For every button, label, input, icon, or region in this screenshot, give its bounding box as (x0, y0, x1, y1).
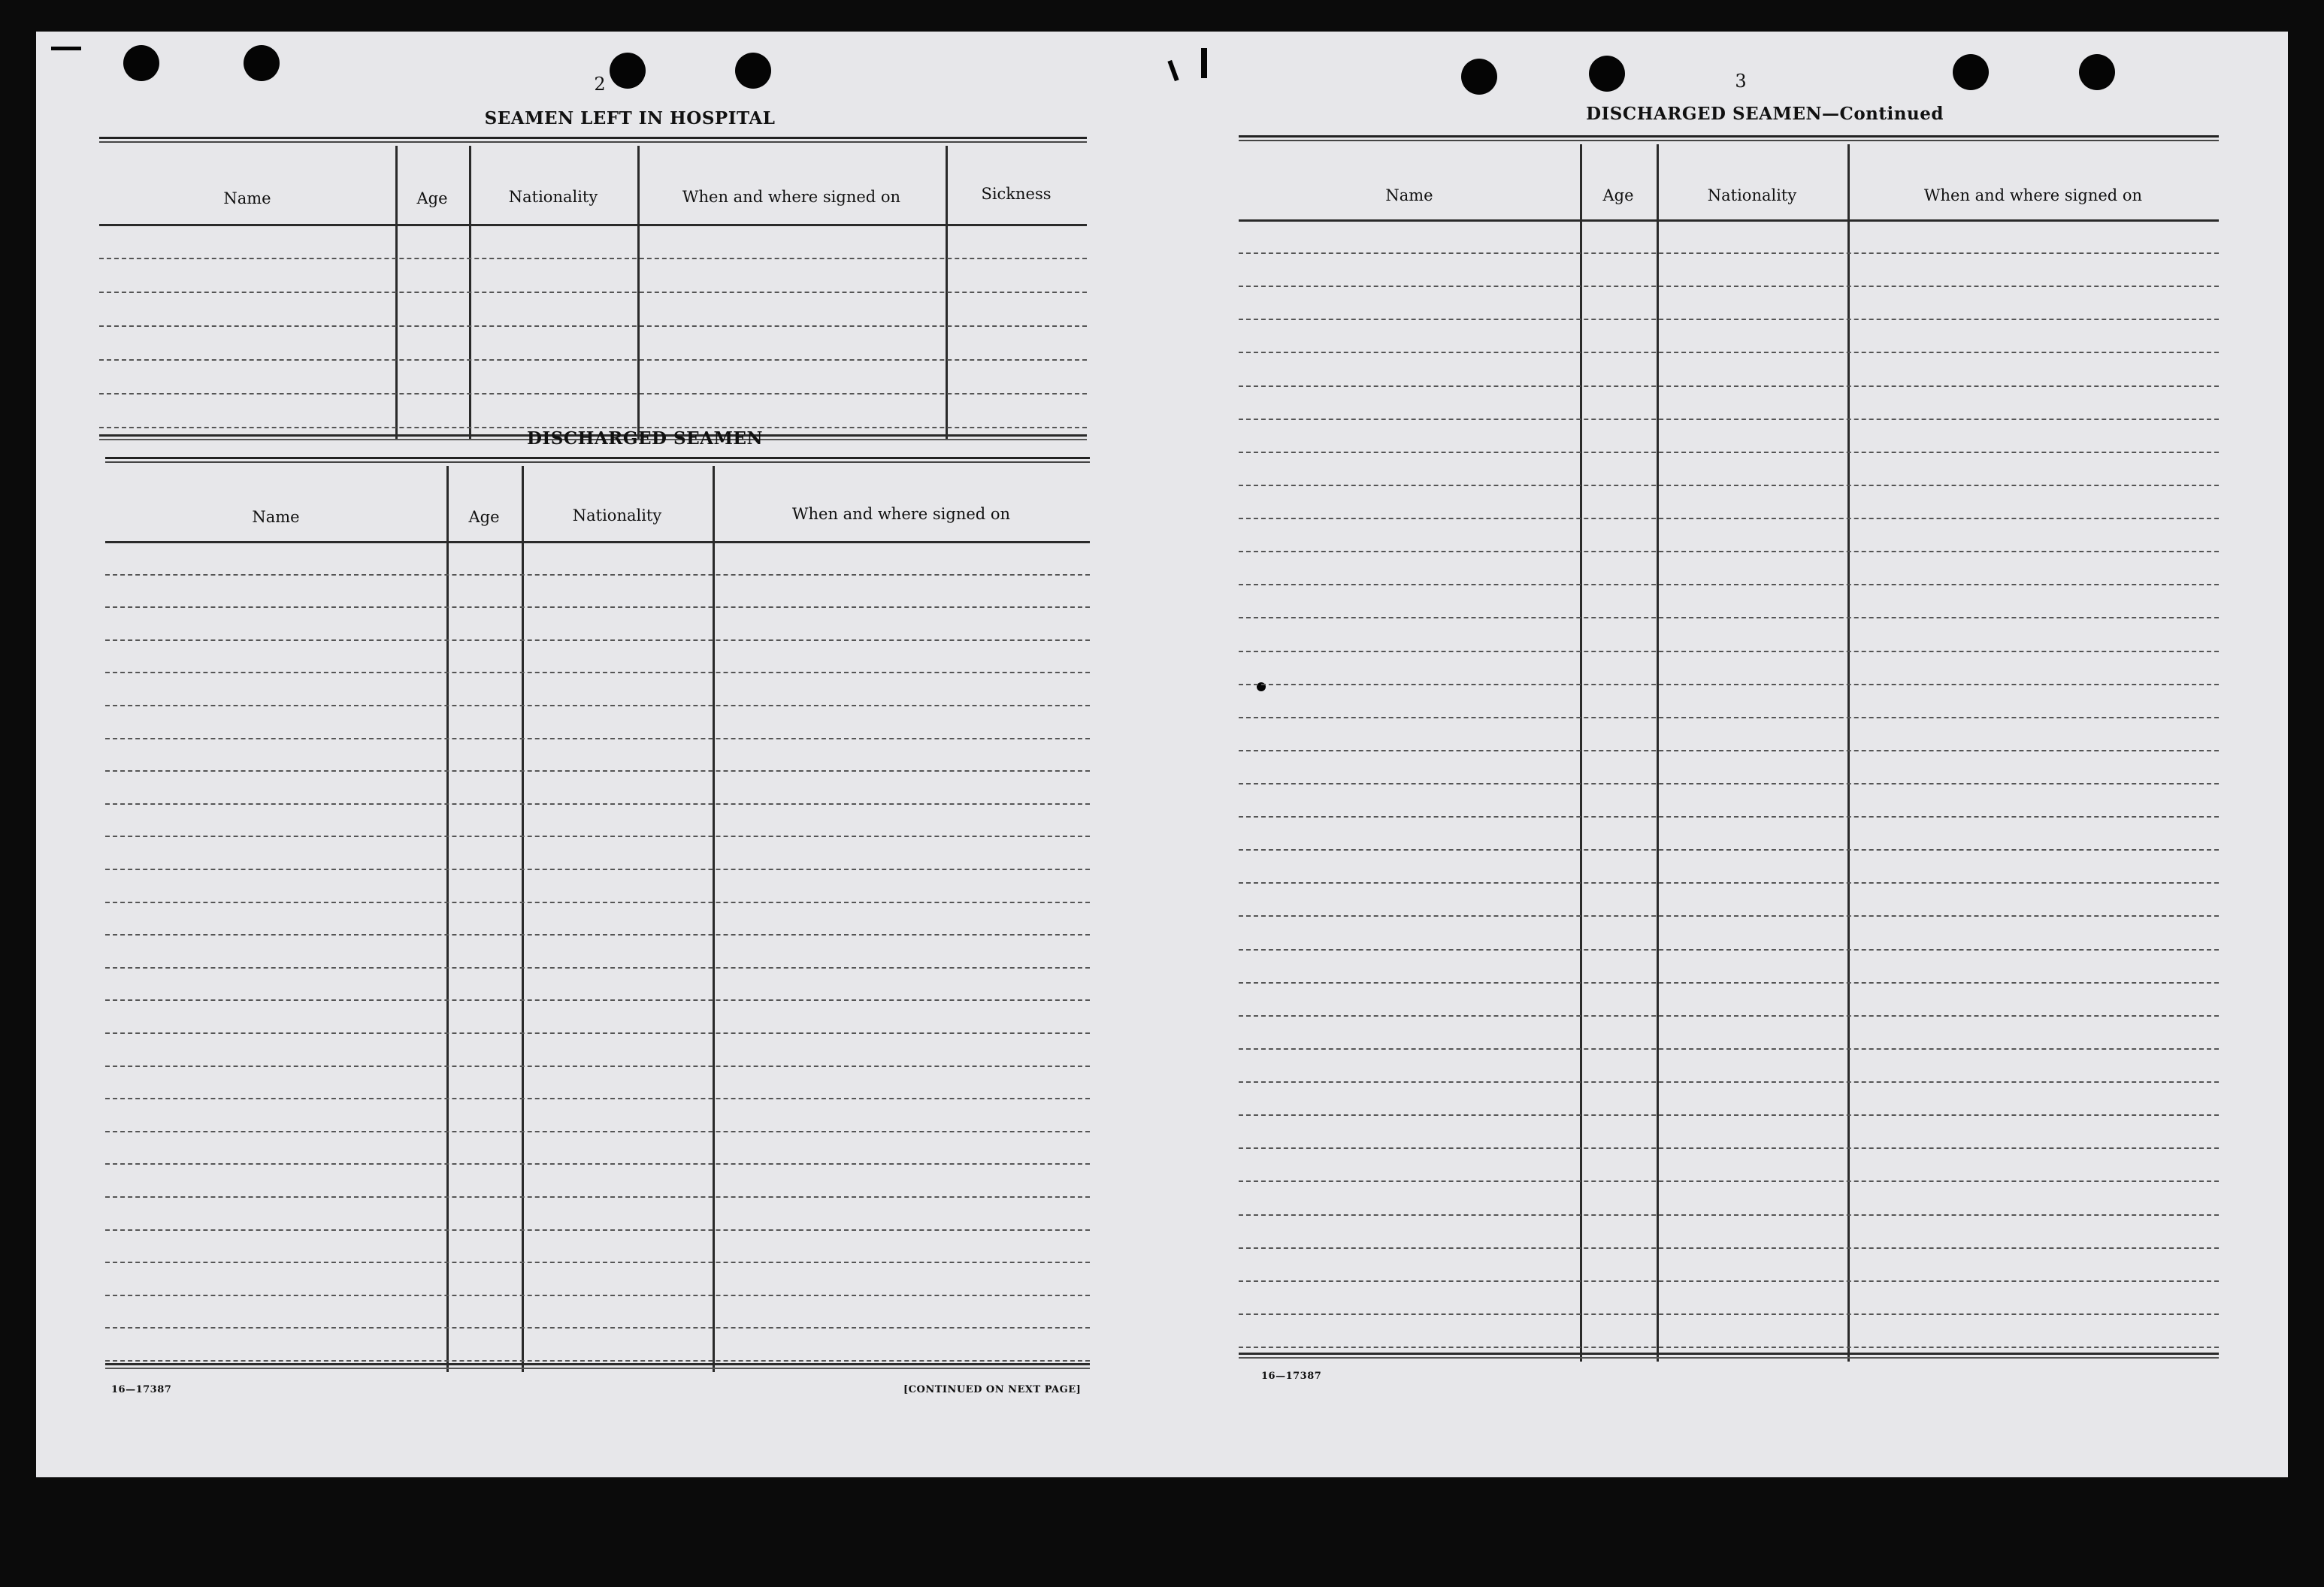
blank-row-line (105, 902, 1090, 903)
blank-row-line (105, 639, 1090, 641)
blank-row-line (1239, 551, 2219, 552)
blank-row-line (1239, 252, 2219, 254)
blank-row-line (99, 393, 1087, 394)
section-title-discharged-continued (1442, 104, 2088, 124)
blank-row-line (105, 1196, 1090, 1198)
blank-row-line (1239, 750, 2219, 751)
blank-row-line (1239, 1180, 2219, 1182)
blank-rows (105, 541, 1090, 1360)
table-top-rule (99, 137, 1087, 143)
blank-row-line (105, 574, 1090, 576)
blank-row-line (105, 1295, 1090, 1296)
section-title-discharged: DISCHARGED SEAMEN (527, 428, 763, 449)
blank-row-line (1239, 1015, 2219, 1017)
discharged-table (105, 457, 1090, 1372)
blank-row-line (105, 869, 1090, 870)
ink-mark (1167, 60, 1179, 81)
blank-row-line (1239, 1147, 2219, 1149)
blank-row-line (99, 359, 1087, 361)
blank-row-line (105, 738, 1090, 739)
blank-row-line (1239, 286, 2219, 287)
blank-rows (1239, 219, 2219, 1347)
blank-row-line (105, 803, 1090, 805)
blank-row-line (105, 934, 1090, 936)
table-top-rule (1239, 135, 2219, 141)
hospital-table (99, 137, 1087, 440)
blank-row-line (1239, 485, 2219, 486)
punch-hole (1953, 54, 1989, 90)
blank-row-line (1239, 717, 2219, 718)
column-header-name: Name (252, 508, 300, 526)
blank-row-line (1239, 982, 2219, 984)
blank-row-line (1239, 1214, 2219, 1216)
punch-hole (1589, 56, 1625, 92)
blank-row-line (1239, 1247, 2219, 1249)
blank-row-line (1239, 915, 2219, 917)
blank-row-line (105, 1327, 1090, 1329)
column-header-nationality: Nationality (1707, 186, 1797, 204)
blank-row-line (105, 999, 1090, 1001)
column-header-name: Name (223, 189, 271, 207)
blank-row-line (105, 705, 1090, 706)
blank-row-line (105, 1262, 1090, 1263)
table-bottom-rule (105, 1368, 1090, 1369)
blank-row-line (105, 672, 1090, 673)
column-header-signed-on: When and where signed on (1923, 186, 2143, 204)
page-number: 2 (594, 74, 606, 95)
form-number: 16—17387 (111, 1384, 172, 1395)
column-header-nationality: Nationality (508, 188, 598, 206)
blank-row-line (99, 325, 1087, 327)
blank-row-line (105, 1360, 1090, 1362)
blank-row-line (1239, 617, 2219, 618)
column-header-sickness: Sickness (981, 185, 1052, 203)
blank-row-line (105, 1163, 1090, 1165)
form-number: 16—17387 (1261, 1371, 1322, 1382)
blank-row-line (1239, 949, 2219, 951)
blank-row-line (1239, 684, 2219, 685)
blank-row-line (1239, 518, 2219, 519)
column-header-age: Age (1602, 186, 1634, 204)
blank-row-line (105, 836, 1090, 837)
blank-row-line (1239, 352, 2219, 353)
punch-hole (244, 45, 280, 81)
blank-row-line (1239, 385, 2219, 387)
blank-row-line (1239, 452, 2219, 453)
title-suffix: —Continued (1822, 104, 1944, 124)
ink-mark (1201, 48, 1207, 78)
blank-row-line (99, 258, 1087, 259)
blank-row-line (1239, 1081, 2219, 1083)
blank-row-line (1239, 783, 2219, 784)
blank-row-line (105, 1098, 1090, 1099)
blank-row-line (105, 1066, 1090, 1067)
column-header-age: Age (468, 508, 500, 526)
blank-row-line (1239, 849, 2219, 851)
page-number: 3 (1735, 71, 1747, 92)
punch-hole (1461, 59, 1497, 95)
table-bottom-rule (105, 1363, 1090, 1365)
blank-row-line (105, 967, 1090, 969)
blank-rows (99, 224, 1087, 427)
ink-mark (51, 47, 81, 50)
punch-hole (123, 45, 159, 81)
table-bottom-rule (1239, 1353, 2219, 1355)
column-header-signed-on: When and where signed on (791, 505, 1011, 523)
continued-note: [CONTINUED ON NEXT PAGE] (903, 1384, 1082, 1395)
table-top-rule (105, 457, 1090, 463)
blank-row-line (1239, 651, 2219, 652)
blank-row-line (1239, 419, 2219, 420)
blank-row-line (105, 1032, 1090, 1034)
discharged-continued-table (1239, 135, 2219, 1362)
blank-row-line (1239, 319, 2219, 320)
blank-row-line (105, 1131, 1090, 1132)
blank-row-line (105, 1229, 1090, 1231)
blank-row-line (1239, 882, 2219, 884)
title-main: DISCHARGED SEAMEN (1586, 104, 1823, 124)
column-header-age: Age (416, 189, 448, 207)
blank-row-line (1239, 816, 2219, 818)
column-header-signed-on: When and where signed on (682, 188, 901, 206)
blank-row-line (1239, 1313, 2219, 1315)
blank-row-line (1239, 1347, 2219, 1348)
section-title-hospital: SEAMEN LEFT IN HOSPITAL (484, 108, 776, 128)
table-bottom-rule (1239, 1357, 2219, 1359)
column-header-nationality: Nationality (572, 506, 662, 524)
blank-row-line (99, 292, 1087, 293)
punch-hole (2079, 54, 2115, 90)
blank-row-line (105, 606, 1090, 608)
column-header-name: Name (1385, 186, 1433, 204)
blank-row-line (1239, 1280, 2219, 1282)
blank-row-line (1239, 1048, 2219, 1050)
record-sheet (36, 32, 2288, 1477)
blank-row-line (105, 770, 1090, 772)
punch-hole (735, 53, 771, 89)
blank-row-line (1239, 584, 2219, 585)
blank-row-line (1239, 1114, 2219, 1116)
